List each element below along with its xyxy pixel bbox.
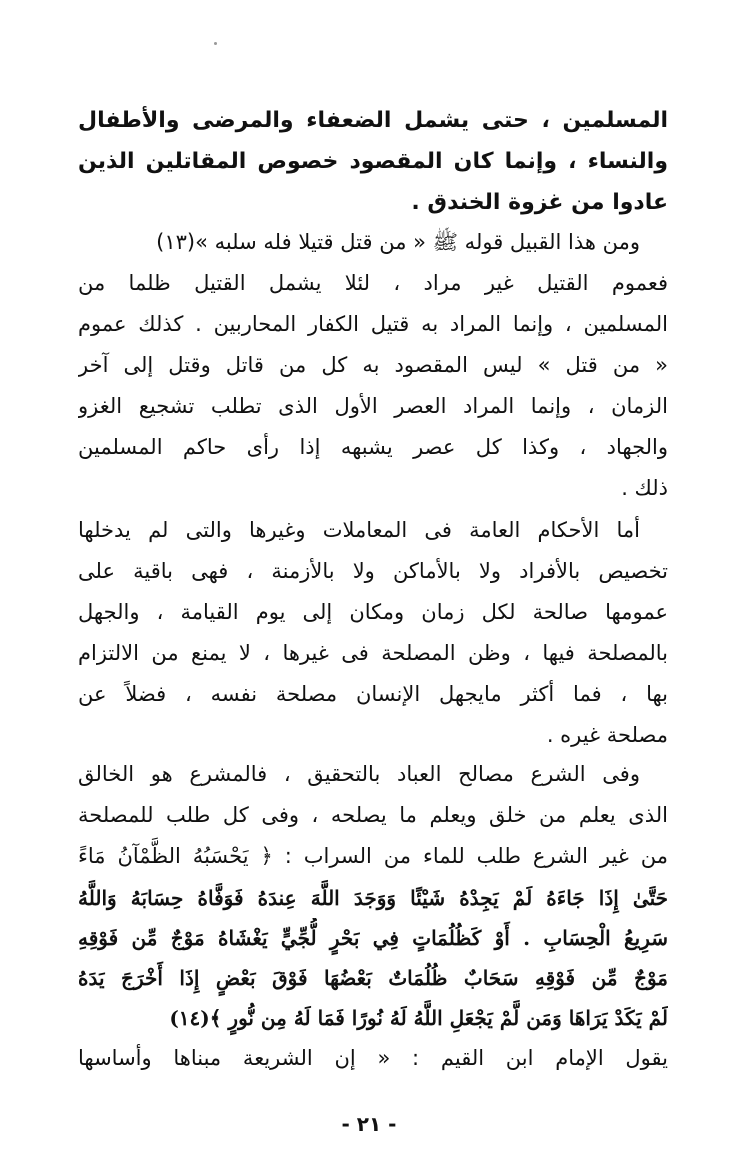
- text-line: المسلمين ، حتى يشمل الضعفاء والمرضى والأطفال: [78, 108, 668, 133]
- text-line: بالمصلحة فيها ، وظن المصلحة فى غيرها ، لا يمنع من الالتزام: [78, 641, 668, 665]
- quran-verse: [78, 878, 668, 1038]
- paragraph-4: [78, 754, 668, 877]
- text-line: أما الأحكام العامة فى المعاملات وغيرها والتى لم يدخلها: [78, 518, 640, 542]
- text-line: من غير الشرع طلب للماء من السراب : ﴿ يَحْسَبُهُ الظَّمْآنُ مَاءً: [78, 844, 668, 868]
- text-line: عمومها صالحة لكل زمان ومكان إلى يوم القيامة ، والجهل: [78, 600, 668, 624]
- text-line: بها ، فما أكثر مايجهل الإنسان مصلحة نفسه ، فضلاً عن: [78, 682, 668, 706]
- paragraph-2: [78, 222, 668, 509]
- verse-line: حَتَّىٰ إِذَا جَاءَهُ لَمْ يَجِدْهُ شَيْئًا وَوَجَدَ اللَّهَ عِندَهُ فَوَفَّاهُ حِسَابَهُ وَاللَّهُ: [78, 886, 668, 910]
- paragraph-3: [78, 510, 668, 756]
- text-line: والنساء ، وإنما كان المقصود خصوص المقاتلين الذين: [78, 149, 668, 174]
- text-line: مصلحة غيره .: [546, 723, 668, 747]
- text-line: الذى يعلم من خلق ويعلم ما يصلحه ، وفى كل طلب للمصلحة: [78, 803, 668, 827]
- paragraph-5: [78, 1038, 668, 1079]
- verse-line: مَوْجٌ مِّن فَوْقِهِ سَحَابٌ ظُلُمَاتٌ بَعْضُهَا فَوْقَ بَعْضٍ إِذَا أَخْرَجَ يَدَهُ: [78, 966, 668, 990]
- verse-line: لَمْ يَكَدْ يَرَاهَا وَمَن لَّمْ يَجْعَلِ اللَّهُ لَهُ نُورًا فَمَا لَهُ مِن نُّورٍ ﴾(١٤): [169, 1006, 668, 1030]
- verse-line: سَرِيعُ الْحِسَابِ . أَوْ كَظُلُمَاتٍ فِي بَحْرٍ لُّجِّيٍّ يَغْشَاهُ مَوْجٌ مِّن فَوْقِهِ: [78, 926, 668, 950]
- text-line: الزمان ، وإنما المراد العصر الأول الذى تطلب تشجيع الغزو: [78, 394, 668, 418]
- text-line: « من قتل » ليس المقصود به كل من قاتل وقتل إلى آخر: [78, 353, 668, 377]
- paragraph-1: [78, 100, 668, 223]
- text-line: عادوا من غزوة الخندق .: [411, 190, 668, 215]
- text-line: يقول الإمام ابن القيم : « إن الشريعة مبناها وأساسها: [78, 1046, 668, 1070]
- scan-speck: [214, 42, 217, 45]
- text-line: والجهاد ، وكذا كل عصر يشبهه إذا رأى حاكم المسلمين: [78, 435, 668, 459]
- page-number: - ٢١ -: [341, 1112, 397, 1136]
- text-line: وفى الشرع مصالح العباد بالتحقيق ، فالمشرع هو الخالق: [78, 762, 640, 786]
- text-line: ومن هذا القبيل قوله ﷺ « من قتل قتيلا فله سلبه »(١٣): [156, 230, 640, 254]
- text-line: المسلمين ، وإنما المراد به قتيل الكفار المحاربين . كذلك عموم: [78, 312, 668, 336]
- text-line: تخصيص بالأفراد ولا بالأماكن ولا بالأزمنة ، فهى باقية على: [78, 559, 668, 583]
- text-line: ذلك .: [621, 476, 668, 500]
- text-line: فعموم القتيل غير مراد ، لئلا يشمل القتيل ظلما من: [78, 271, 668, 295]
